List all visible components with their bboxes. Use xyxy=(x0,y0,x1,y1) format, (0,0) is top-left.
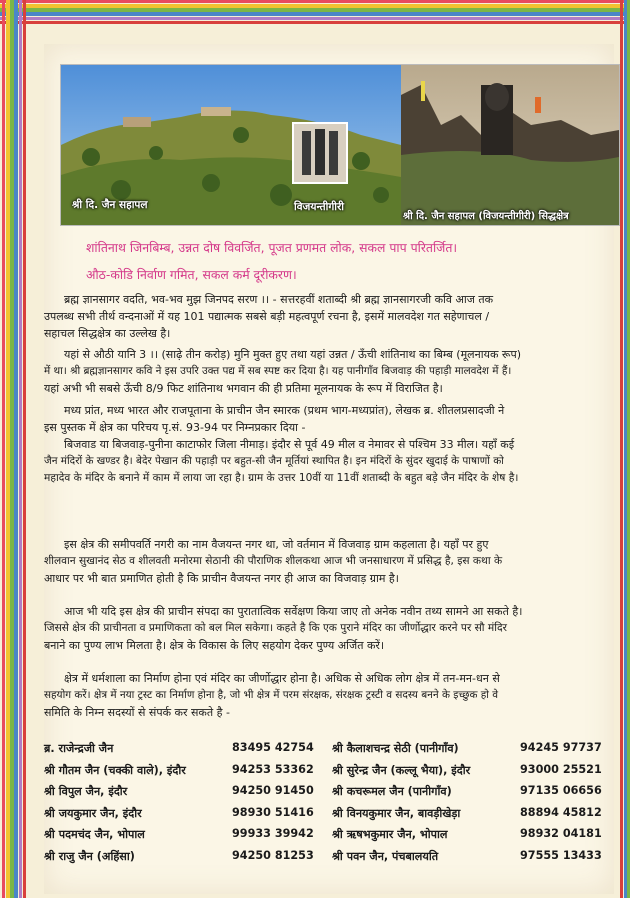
paragraph-survey xyxy=(44,603,622,654)
paragraph-line: उपलब्ध सभी तीर्थ वन्दनाओं में यह 101 पद्यात्मक सबसे बड़ी महत्वपूर्ण रचना है, इसमें मालवदेश गत सहेणाचल / xyxy=(44,310,490,323)
verse-title-line-2: औठ-कोडि निर्वाण गमित, सकल कर्म दूरीकरण। xyxy=(86,267,297,282)
paragraph-appeal xyxy=(44,670,622,721)
verse-title-line-1: शांतिनाथ जिनबिम्ब, उन्नत दोष विवर्जित, पूजत प्रणमत लोक, सकल पाप परितर्जित। xyxy=(86,240,458,255)
contact-name: श्री कैलाशचन्द्र सेठी (पानीगाँव) xyxy=(332,742,459,755)
contact-phone: 94250 91450 xyxy=(232,784,314,797)
paragraph-line: क्षेत्र में धर्मशाला का निर्माण होना एवं मंदिर का जीर्णोद्धार होना है। अधिक से अधिक लोग क्षेत्र में तन-मन-धन से xyxy=(64,672,500,685)
paragraph-line: मध्य प्रांत, मध्य भारत और राजपूताना के प्राचीन जैन स्मारक (प्रथम भाग-मध्यप्रांत), लेखक ब्र. शीतलप्रसादजी ने xyxy=(64,404,505,417)
contact-phone: 83495 42754 xyxy=(232,741,314,754)
contact-name: ब्र. राजेन्द्रजी जैन xyxy=(44,742,114,755)
border-stripe-top xyxy=(0,21,630,24)
contact-name: श्री विनयकुमार जैन, बावड़ीखेड़ा xyxy=(332,806,461,820)
photo-caption-right: श्री दि. जैन सहापल (विजयन्तीगीरी) सिद्धक्षेत्र xyxy=(403,211,569,222)
border-stripe-left xyxy=(14,0,18,898)
paragraph-line: महादेव के मंदिर के बनाने में काम में लाया जा रहा है। ग्राम के उत्तर 10वीं या 11वीं शताब्दी के बहुत बड़े जैन मंदिर के शेष है। xyxy=(44,472,519,484)
paragraph-intro xyxy=(44,291,622,342)
contact-name: श्री सुरेन्द्र जैन (कल्लू भैया), इंदौर xyxy=(332,763,471,777)
paragraph-line: जिससे क्षेत्र की प्राचीनता व प्रमाणिकता को बल मिल सकेगा। कहते है कि एक पुराने मंदिर का जीर्णोद्धार करने पर सौ मंदिर xyxy=(44,622,507,634)
contact-row xyxy=(44,738,624,760)
border-stripe-top xyxy=(0,17,630,20)
contact-name: श्री पदमचंद जैन, भोपाल xyxy=(44,828,145,841)
paragraph-line: ब्रह्म ज्ञानसागर वदति, भव-भव मुझ जिनपद सरण ।। - सत्तरहवीं शताब्दी श्री ब्रह्म ज्ञानसागरजी कवि आज तक xyxy=(64,293,494,306)
photo-caption-left: श्री दि. जैन सहापल xyxy=(72,199,148,211)
border-stripe-top xyxy=(0,12,630,16)
border-stripe-left xyxy=(19,0,22,898)
contact-row xyxy=(44,846,624,868)
border-stripe-left xyxy=(2,0,5,898)
contact-phone: 88894 45812 xyxy=(520,805,602,819)
contact-phone: 98932 04181 xyxy=(520,827,602,840)
paragraph-line: यहां से औठी यानि 3 ।। (साढ़े तीन करोड़) मुनि मुक्त हुए तथा यहां उन्नत / ऊँची शांतिनाथ का बिम्ब (मूलनायक रूप) xyxy=(64,348,521,361)
paragraph-line: बिजवाड या बिजवाड़-पुनीना काटाफोर जिला नीमाड़। इंदौर से पूर्व 49 मील व नेमावर से पश्चिम 33 मील। यहाँ कई xyxy=(64,438,515,451)
contact-phone: 98930 51416 xyxy=(232,805,314,819)
contact-row xyxy=(44,781,624,803)
contact-row xyxy=(44,760,624,782)
contact-name: श्री विपुल जैन, इंदौर xyxy=(44,785,128,798)
border-stripe-left xyxy=(23,0,26,898)
contact-phone: 94250 81253 xyxy=(232,848,314,862)
paragraph-line: समिति के निम्न सदस्यों से संपर्क कर सकते है - xyxy=(44,706,230,719)
paragraph-history xyxy=(44,402,622,487)
border-stripe-top xyxy=(0,0,630,3)
contact-phone: 93000 25521 xyxy=(520,762,602,776)
paragraph-line: आधार पर भी बात प्रमाणित होती है कि प्राचीन वैजयन्त नगर ही आज का विजवाड़ ग्राम है। xyxy=(44,572,399,585)
photo-caption-center: विजयन्तीगीरी xyxy=(294,201,345,213)
paragraph-line: बनाने का पुण्य लाभ मिलता है। क्षेत्र के विकास के लिए सहयोग देकर पुण्य अर्जित करें। xyxy=(44,639,385,652)
paragraph-line: इस पुस्तक में क्षेत्र का परिचय पृ.सं. 93-94 पर निम्नप्रकार दिया - xyxy=(44,421,306,434)
paragraph-vaijayant xyxy=(44,536,622,587)
paragraph-line: में था। श्री ब्रह्मज्ञानसागर कवि ने इस उपरि उक्त पद्य में सब स्पष्ट कर दिया है। यह पानीगाँव बिजवाड़ की पहाड़ी मालवदेश में हैं। xyxy=(44,365,512,377)
paragraph-line: शीलवान सुखानंद सेठ व शीलवती मनोरमा सेठानी की पौराणिक शीलकथा आज भी जनसाधारण में प्रसिद्ध है, इस कथा के xyxy=(44,555,503,567)
contact-name: श्री गौतम जैन (चक्की वाले), इंदौर xyxy=(44,763,186,777)
contact-phone: 97135 06656 xyxy=(520,784,602,797)
paragraph-shantinath xyxy=(44,346,622,397)
paragraph-line: इस क्षेत्र की समीपवर्ति नगरी का नाम वैजयन्त नगर था, जो वर्तमान में विजवाड़ ग्राम कहलाता है। यहाँ पर हुए xyxy=(64,538,489,551)
contact-name: श्री जयकुमार जैन, इंदौर xyxy=(44,806,142,820)
paragraph-line: सहाचल सिद्धक्षेत्र का उल्लेख है। xyxy=(44,327,171,340)
contact-phone: 99933 39942 xyxy=(232,827,314,840)
contact-phone: 94253 53362 xyxy=(232,762,314,776)
contact-phone: 97555 13433 xyxy=(520,848,602,862)
contact-row xyxy=(44,824,624,846)
paragraph-line: आज भी यदि इस क्षेत्र की प्राचीन संपदा का पुरातात्विक सर्वेक्षण किया जाए तो अनेक नवीन तथ्य सामने आ सकते है। xyxy=(64,605,523,618)
contact-name: श्री ऋषभकुमार जैन, भोपाल xyxy=(332,828,448,841)
contact-phone: 94245 97737 xyxy=(520,741,602,754)
paragraph-line: जैन मंदिरों के खण्डर है। बेदेर पेखान की पहाड़ी पर बहुत-सी जैन मूर्तियां स्थापित है। इन मंदिरों के सुंदर खुदाई के पाषाणों को xyxy=(44,455,504,467)
paragraph-line: यहां अभी भी सबसे ऊँची 8/9 फिट शांतिनाथ भगवान की ही प्रतिमा मूलनायक के रूप में विराजित है। xyxy=(44,382,443,395)
paragraph-line: सहयोग करें। क्षेत्र में नया ट्रस्ट का निर्माण होना है, जो भी क्षेत्र में परम संरक्षक, संरक्षक ट्रस्टी व सदस्य बनने के इच्छुक हो वे xyxy=(44,689,499,701)
contact-name: श्री पवन जैन, पंचबालयति xyxy=(332,849,439,863)
contact-list xyxy=(44,738,624,867)
contact-row xyxy=(44,803,624,825)
contact-name: श्री राजु जैन (अहिंसा) xyxy=(44,849,135,863)
contact-name: श्री कचरूमल जैन (पानीगाँव) xyxy=(332,785,452,798)
